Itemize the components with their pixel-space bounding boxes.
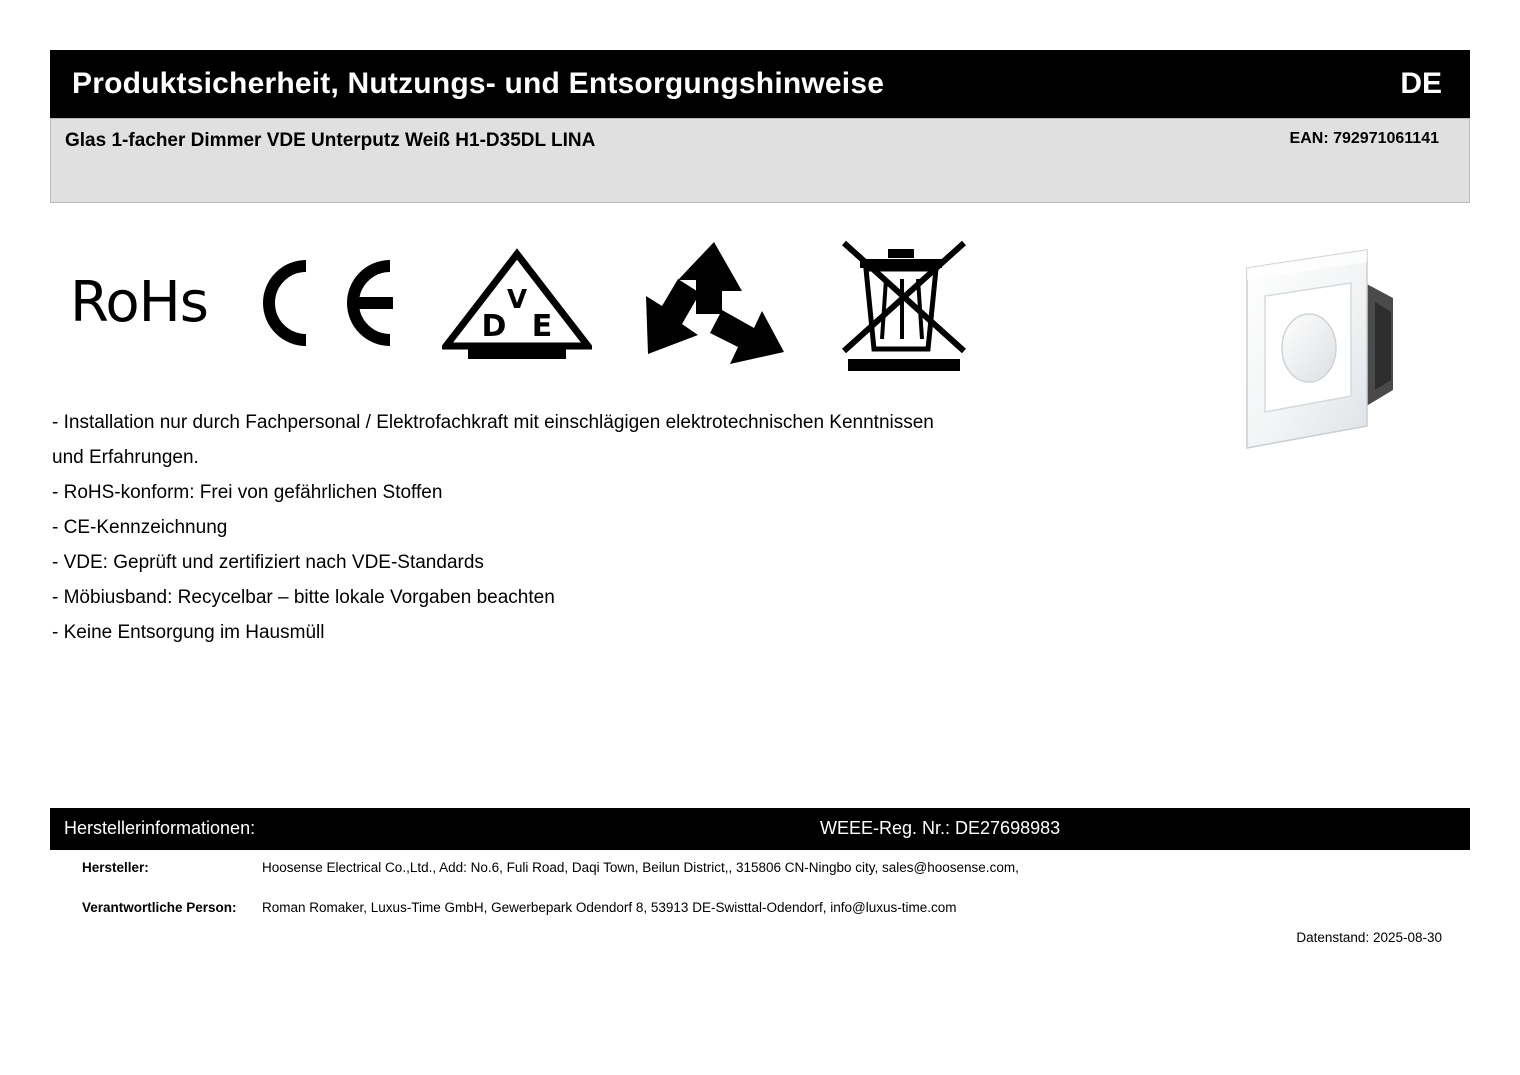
certification-symbols: [70, 228, 971, 378]
svg-text:E: E: [531, 308, 553, 344]
manufacturer-info-label: Herstellerinformationen:: [64, 818, 256, 838]
svg-text:D: D: [481, 308, 507, 344]
note-line: - VDE: Geprüft und zertifiziert nach VDE-Standards: [52, 552, 484, 573]
note-line: - Keine Entsorgung im Hausmüll: [52, 622, 325, 643]
product-photo-glass-dimmer-white: [1235, 240, 1415, 470]
responsible-person-value: Roman Romaker, Luxus-Time GmbH, Gewerbepark Odendorf 8, 53913 DE-Swisttal-Odendorf, info@luxus-time.com: [262, 900, 957, 915]
vde-icon: [442, 246, 592, 361]
rohs-icon: RoHs: [70, 270, 208, 335]
product-title: Glas 1-facher Dimmer VDE Unterputz Weiß H1-D35DL LINA: [65, 130, 596, 151]
safety-notes-list: [52, 405, 1232, 650]
responsible-person-key: Verantwortliche Person:: [82, 900, 237, 915]
responsible-person-row: [50, 890, 1470, 930]
weee-crossed-out-bin-icon: [836, 231, 971, 376]
note-line: und Erfahrungen.: [52, 447, 199, 468]
manufacturer-key: Hersteller:: [82, 860, 149, 875]
ean-code: EAN: 792971061141: [1289, 130, 1439, 147]
note-line: - Installation nur durch Fachpersonal / Elektrofachkraft mit einschlägigen elektrotechnischen Kenntnissen: [52, 412, 934, 433]
language-badge: DE: [1400, 67, 1442, 100]
page-title: Produktsicherheit, Nutzungs- und Entsorgungshinweise: [72, 67, 885, 100]
manufacturer-details: [50, 850, 1470, 930]
weee-registration-number: WEEE-Reg. Nr.: DE27698983: [820, 818, 1061, 838]
svg-text:V: V: [506, 284, 528, 315]
manufacturer-row: [50, 850, 1470, 890]
ce-marking-icon: [250, 248, 400, 358]
note-line: - CE-Kennzeichnung: [52, 517, 228, 538]
note-line: - RoHS-konform: Frei von gefährlichen Stoffen: [52, 482, 443, 503]
subheader-bar: [50, 118, 1470, 203]
note-line: - Möbiusband: Recycelbar – bitte lokale Vorgaben beachten: [52, 587, 555, 608]
mobius-loop-recycling-icon: [634, 236, 794, 371]
data-status-date: Datenstand: 2025-08-30: [1296, 930, 1442, 945]
manufacturer-info-bar: [50, 808, 1470, 850]
manufacturer-value: Hoosense Electrical Co.,Ltd., Add: No.6, Fuli Road, Daqi Town, Beilun District,, 315806 CN-Ningbo city, sales@hoosense.com,: [262, 860, 1019, 875]
header-bar: [50, 50, 1470, 118]
